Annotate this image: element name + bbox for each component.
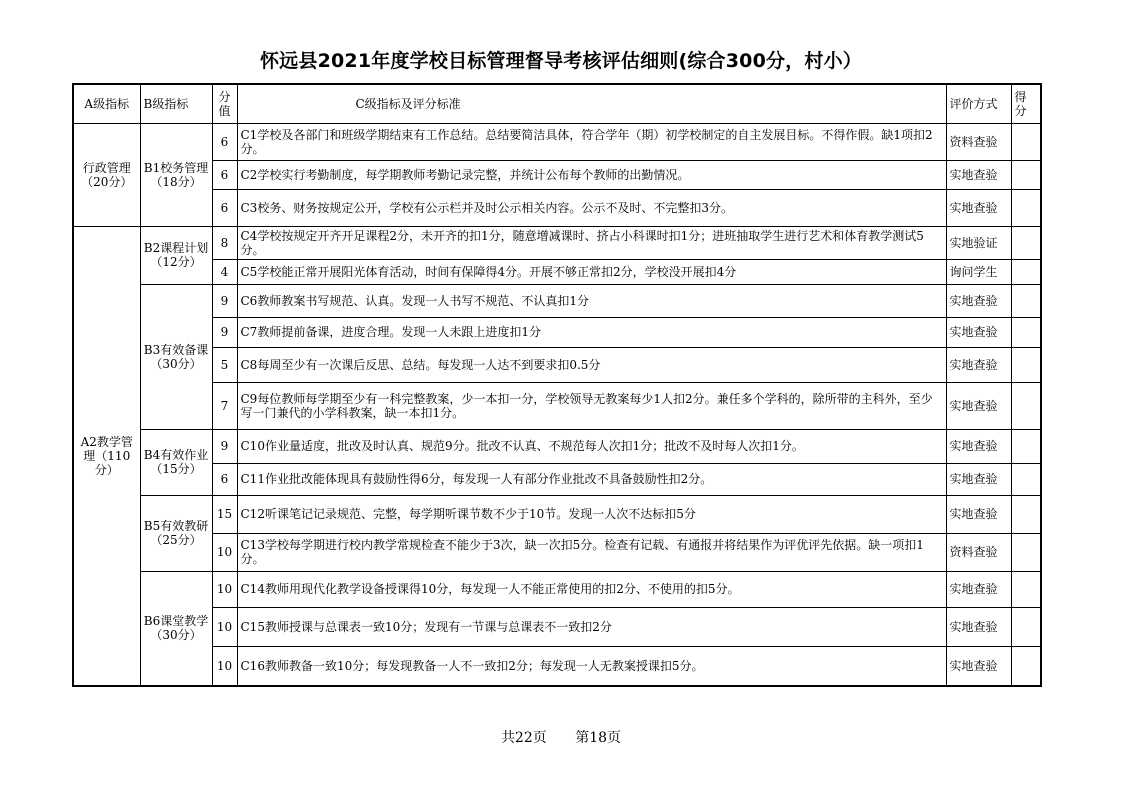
row-method: 询问学生	[946, 259, 1011, 284]
row-method: 实地查验	[946, 607, 1011, 646]
table-row	[73, 347, 1041, 382]
row-method: 实地查验	[946, 189, 1011, 226]
row-criterion: C5学校能正常开展阳光体育活动，时间有保障得4分。开展不够正常扣2分，学校没开展扣4分	[237, 259, 946, 284]
page-title: 怀远县2021年度学校目标管理督导考核评估细则(综合300分，村小）	[259, 50, 863, 72]
row-score: 6	[212, 123, 237, 160]
row-method: 实地查验	[946, 571, 1011, 607]
row-earned-cell[interactable]	[1011, 571, 1041, 607]
row-score: 6	[212, 189, 237, 226]
row-criterion: C16教师教备一致10分；每发现教备一人不一致扣2分；每发现一人无教案授课扣5分。	[237, 646, 946, 686]
b5-group: B5有效教研（25分）	[140, 495, 212, 571]
row-earned-cell[interactable]	[1011, 429, 1041, 463]
table-row	[73, 495, 1041, 533]
row-score: 10	[212, 571, 237, 607]
row-method: 实地查验	[946, 284, 1011, 317]
row-score: 6	[212, 463, 237, 495]
table-row	[73, 123, 1041, 160]
table-row	[73, 317, 1041, 347]
row-criterion: C8每周至少有一次课后反思、总结。每发现一人达不到要求扣0.5分	[237, 347, 946, 382]
row-earned-cell[interactable]	[1011, 226, 1041, 259]
row-score: 8	[212, 226, 237, 259]
row-earned-cell[interactable]	[1011, 533, 1041, 571]
row-method: 实地查验	[946, 429, 1011, 463]
row-earned-cell[interactable]	[1011, 284, 1041, 317]
table-row	[73, 607, 1041, 646]
row-score: 10	[212, 607, 237, 646]
row-criterion: C15教师授课与总课表一致10分；发现有一节课与总课表不一致扣2分	[237, 607, 946, 646]
row-score: 4	[212, 259, 237, 284]
row-criterion: C4学校按规定开齐开足课程2分，未开齐的扣1分，随意增减课时、挤占小科课时扣1分；进班抽取学生进行艺术和体育教学测试5分。	[237, 226, 946, 259]
row-method: 实地验证	[946, 226, 1011, 259]
row-method: 实地查验	[946, 495, 1011, 533]
row-score: 15	[212, 495, 237, 533]
header-b-level: B级指标	[140, 84, 212, 123]
a1-group: 行政管理（20分）	[73, 123, 140, 226]
row-method: 实地查验	[946, 347, 1011, 382]
row-criterion: C3校务、财务按规定公开，学校有公示栏并及时公示相关内容。公示不及时、不完整扣3分。	[237, 189, 946, 226]
header-c-level: C级指标及评分标准	[237, 84, 946, 123]
row-method: 实地查验	[946, 160, 1011, 189]
table-row	[73, 259, 1041, 284]
page-footer	[0, 727, 1122, 747]
row-criterion: C13学校每学期进行校内教学常规检查不能少于3次，缺一次扣5分。检查有记载、有通报并将结果作为评优评先依据。缺一项扣1分。	[237, 533, 946, 571]
table-row	[73, 646, 1041, 686]
table-row	[73, 226, 1041, 259]
table-row	[73, 463, 1041, 495]
table-row	[73, 382, 1041, 429]
row-score: 9	[212, 317, 237, 347]
row-earned-cell[interactable]	[1011, 382, 1041, 429]
evaluation-table	[72, 83, 1042, 687]
row-score: 6	[212, 160, 237, 189]
row-criterion: C14教师用现代化教学设备授课得10分，每发现一人不能正常使用的扣2分、不使用的扣5分。	[237, 571, 946, 607]
table-row	[73, 284, 1041, 317]
row-method: 实地查验	[946, 382, 1011, 429]
b3-group: B3有效备课（30分）	[140, 284, 212, 429]
row-criterion: C10作业量适度，批改及时认真、规范9分。批改不认真、不规范每人次扣1分；批改不及时每人次扣1分。	[237, 429, 946, 463]
row-method: 实地查验	[946, 463, 1011, 495]
row-criterion: C12听课笔记记录规范、完整，每学期听课节数不少于10节。发现一人次不达标扣5分	[237, 495, 946, 533]
header-method: 评价方式	[946, 84, 1011, 123]
row-criterion: C7教师提前备课，进度合理。发现一人未跟上进度扣1分	[237, 317, 946, 347]
row-earned-cell[interactable]	[1011, 463, 1041, 495]
row-earned-cell[interactable]	[1011, 495, 1041, 533]
table-row	[73, 571, 1041, 607]
row-criterion: C2学校实行考勤制度，每学期教师考勤记录完整，并统计公布每个教师的出勤情况。	[237, 160, 946, 189]
row-score: 10	[212, 646, 237, 686]
row-earned-cell[interactable]	[1011, 646, 1041, 686]
table-row	[73, 533, 1041, 571]
current-page: 第18页	[575, 730, 622, 746]
header-row	[73, 84, 1041, 123]
row-score: 9	[212, 284, 237, 317]
table-row	[73, 160, 1041, 189]
row-score: 7	[212, 382, 237, 429]
row-score: 9	[212, 429, 237, 463]
row-earned-cell[interactable]	[1011, 317, 1041, 347]
table-row	[73, 429, 1041, 463]
row-criterion: C9每位教师每学期至少有一科完整教案，少一本扣一分，学校领导无教案每少1人扣2分。兼任多个学科的，除所带的主科外，至少写一门兼代的小学科教案，缺一本扣1分。	[237, 382, 946, 429]
row-earned-cell[interactable]	[1011, 259, 1041, 284]
b1-group: B1校务管理（18分）	[140, 123, 212, 226]
a2-group: A2教学管理（110分）	[73, 226, 140, 686]
b6-group: B6课堂教学（30分）	[140, 571, 212, 686]
row-method: 资料查验	[946, 123, 1011, 160]
row-method: 实地查验	[946, 646, 1011, 686]
row-criterion: C1学校及各部门和班级学期结束有工作总结。总结要简洁具体，符合学年（期）初学校制定的自主发展目标。不得作假。缺1项扣2分。	[237, 123, 946, 160]
total-pages: 共22页	[500, 730, 547, 746]
row-earned-cell[interactable]	[1011, 189, 1041, 226]
row-earned-cell[interactable]	[1011, 607, 1041, 646]
b4-group: B4有效作业（15分）	[140, 429, 212, 495]
row-earned-cell[interactable]	[1011, 123, 1041, 160]
row-method: 资料查验	[946, 533, 1011, 571]
row-method: 实地查验	[946, 317, 1011, 347]
table-row	[73, 189, 1041, 226]
row-earned-cell[interactable]	[1011, 347, 1041, 382]
header-score: 分值	[212, 84, 237, 123]
row-earned-cell[interactable]	[1011, 160, 1041, 189]
row-criterion: C6教师教案书写规范、认真。发现一人书写不规范、不认真扣1分	[237, 284, 946, 317]
header-a-level: A级指标	[73, 84, 140, 123]
row-score: 5	[212, 347, 237, 382]
row-score: 10	[212, 533, 237, 571]
b2-group: B2课程计划（12分）	[140, 226, 212, 284]
row-criterion: C11作业批改能体现具有鼓励性得6分，每发现一人有部分作业批改不具备鼓励性扣2分。	[237, 463, 946, 495]
header-earned: 得分	[1011, 84, 1041, 123]
